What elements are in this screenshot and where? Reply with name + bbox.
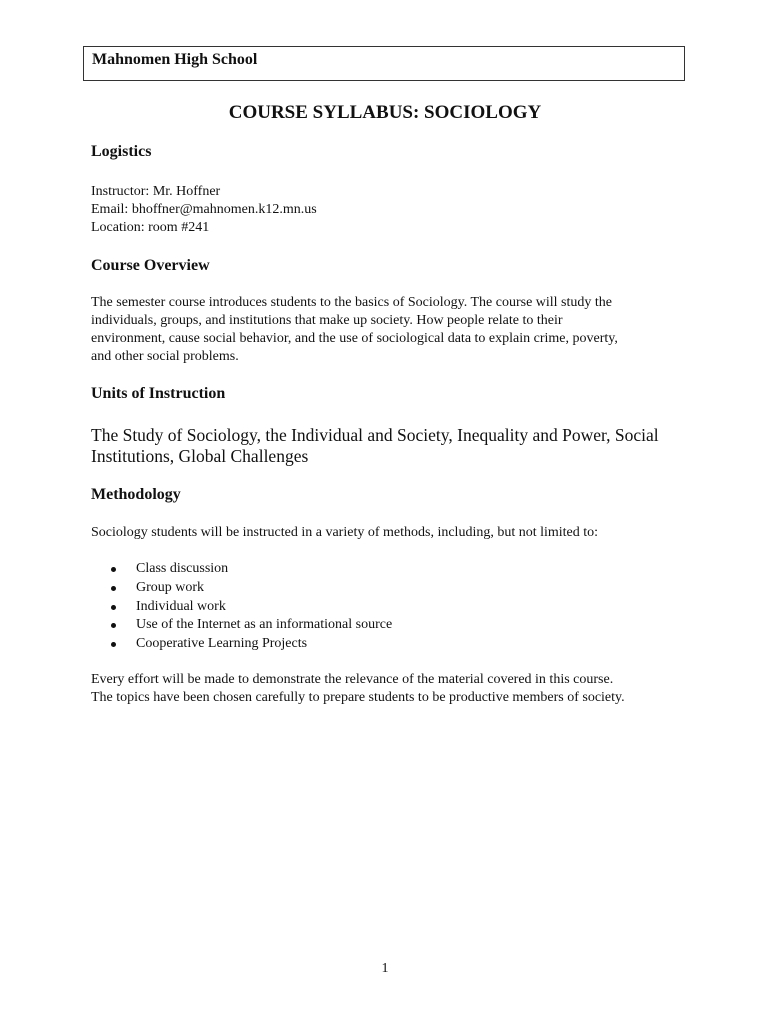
instructor-line: Instructor: Mr. Hoffner [91,184,221,199]
closing-line-2: The topics have been chosen carefully to prepare students to be productive members of society. [91,690,625,705]
overview-line-2: individuals, groups, and institutions that make up society. How people relate to their [91,313,563,328]
list-item [91,616,392,635]
course-overview-heading: Course Overview [91,257,210,274]
list-item [91,635,392,654]
school-header-box [83,46,685,81]
overview-line-4: and other social problems. [91,349,239,364]
bullet-icon [111,623,116,628]
list-item [91,560,392,579]
method-label: Group work [136,579,205,595]
method-label: Use of the Internet as an informational source [136,617,393,633]
list-item [91,579,392,598]
page-number: 1 [381,961,389,976]
list-item [91,598,392,617]
document-title: COURSE SYLLABUS: SOCIOLOGY [228,102,542,123]
overview-line-3: environment, cause social behavior, and the use of sociological data to explain crime, poverty, [91,331,618,346]
course-overview-text [91,294,618,366]
logistics-heading: Logistics [91,143,152,160]
method-label: Individual work [136,598,226,614]
units-heading: Units of Instruction [91,385,226,402]
methodology-intro: Sociology students will be instructed in a variety of methods, including, but not limited to: [91,525,599,540]
closing-line-1: Every effort will be made to demonstrate the relevance of the material covered in this course. [91,672,614,687]
closing-paragraph [91,671,625,707]
school-name: Mahnomen High School [92,51,258,68]
method-label: Class discussion [136,561,229,576]
bullet-icon [111,586,116,591]
overview-line-1: The semester course introduces students to the basics of Sociology. The course will study the [91,295,613,310]
methodology-heading: Methodology [91,486,181,503]
bullet-icon [111,605,116,610]
bullet-icon [111,567,116,572]
methods-list [91,560,392,654]
bullet-icon [111,642,116,647]
method-label: Cooperative Learning Projects [136,636,308,652]
units-list-text: The Study of Sociology, the Individual and Society, Inequality and Power, Social Institutions, Global Challenges [91,425,659,466]
email-line: Email: bhoffner@mahnomen.k12.mn.us [91,202,317,217]
location-line: Location: room #241 [91,220,210,235]
